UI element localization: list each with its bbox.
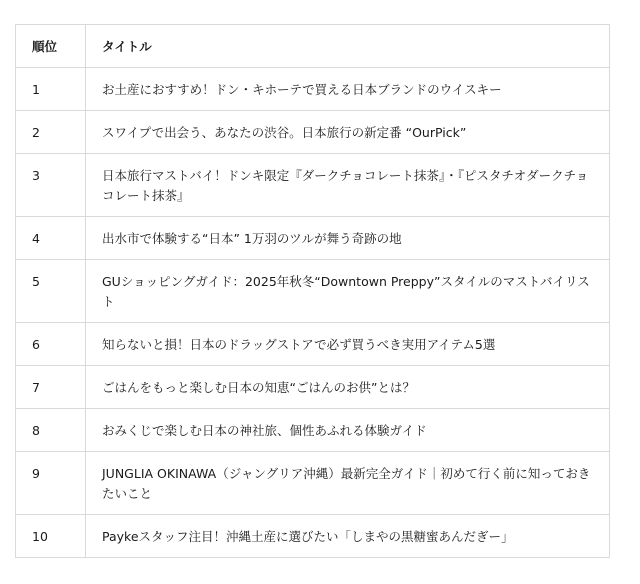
- header-title: タイトル: [86, 25, 610, 68]
- table-row: [16, 366, 610, 409]
- title-cell[interactable]: Paykeスタッフ注目！沖縄土産に選びたい「しまやの黒糖蜜あんだぎー」: [86, 515, 610, 558]
- rank-cell: 10: [16, 515, 86, 558]
- rank-cell: 5: [16, 260, 86, 323]
- table-row: [16, 515, 610, 558]
- title-cell[interactable]: お土産におすすめ！ドン・キホーテで買える日本ブランドのウイスキー: [86, 68, 610, 111]
- title-cell[interactable]: 知らないと損！日本のドラッグストアで必ず買うべき実用アイテム5選: [86, 323, 610, 366]
- table-row: [16, 217, 610, 260]
- title-cell[interactable]: GUショッピングガイド：2025年秋冬“Downtown Preppy”スタイルのマストバイリスト: [86, 260, 610, 323]
- header-rank: 順位: [16, 25, 86, 68]
- table-row: [16, 323, 610, 366]
- table-row: [16, 260, 610, 323]
- table-row: [16, 154, 610, 217]
- rank-cell: 6: [16, 323, 86, 366]
- table-row: [16, 111, 610, 154]
- title-cell[interactable]: おみくじで楽しむ日本の神社旅、個性あふれる体験ガイド: [86, 409, 610, 452]
- title-cell[interactable]: JUNGLIA OKINAWA（ジャングリア沖縄）最新完全ガイド｜初めて行く前に知っておきたいこと: [86, 452, 610, 515]
- ranking-table-container: [15, 24, 609, 558]
- title-cell[interactable]: 出水市で体験する“日本” 1万羽のツルが舞う奇跡の地: [86, 217, 610, 260]
- table-row: [16, 409, 610, 452]
- title-cell[interactable]: 日本旅行マストバイ！ドンキ限定『ダークチョコレート抹茶』・『ピスタチオダークチョコレート抹茶』: [86, 154, 610, 217]
- table-header-row: [16, 25, 610, 68]
- table-row: [16, 68, 610, 111]
- ranking-table: [15, 24, 610, 558]
- rank-cell: 9: [16, 452, 86, 515]
- title-cell[interactable]: ごはんをもっと楽しむ日本の知恵“ごはんのお供”とは？: [86, 366, 610, 409]
- rank-cell: 3: [16, 154, 86, 217]
- table-row: [16, 452, 610, 515]
- rank-cell: 4: [16, 217, 86, 260]
- rank-cell: 1: [16, 68, 86, 111]
- rank-cell: 2: [16, 111, 86, 154]
- rank-cell: 7: [16, 366, 86, 409]
- rank-cell: 8: [16, 409, 86, 452]
- title-cell[interactable]: スワイプで出会う、あなたの渋谷。日本旅行の新定番 “OurPick”: [86, 111, 610, 154]
